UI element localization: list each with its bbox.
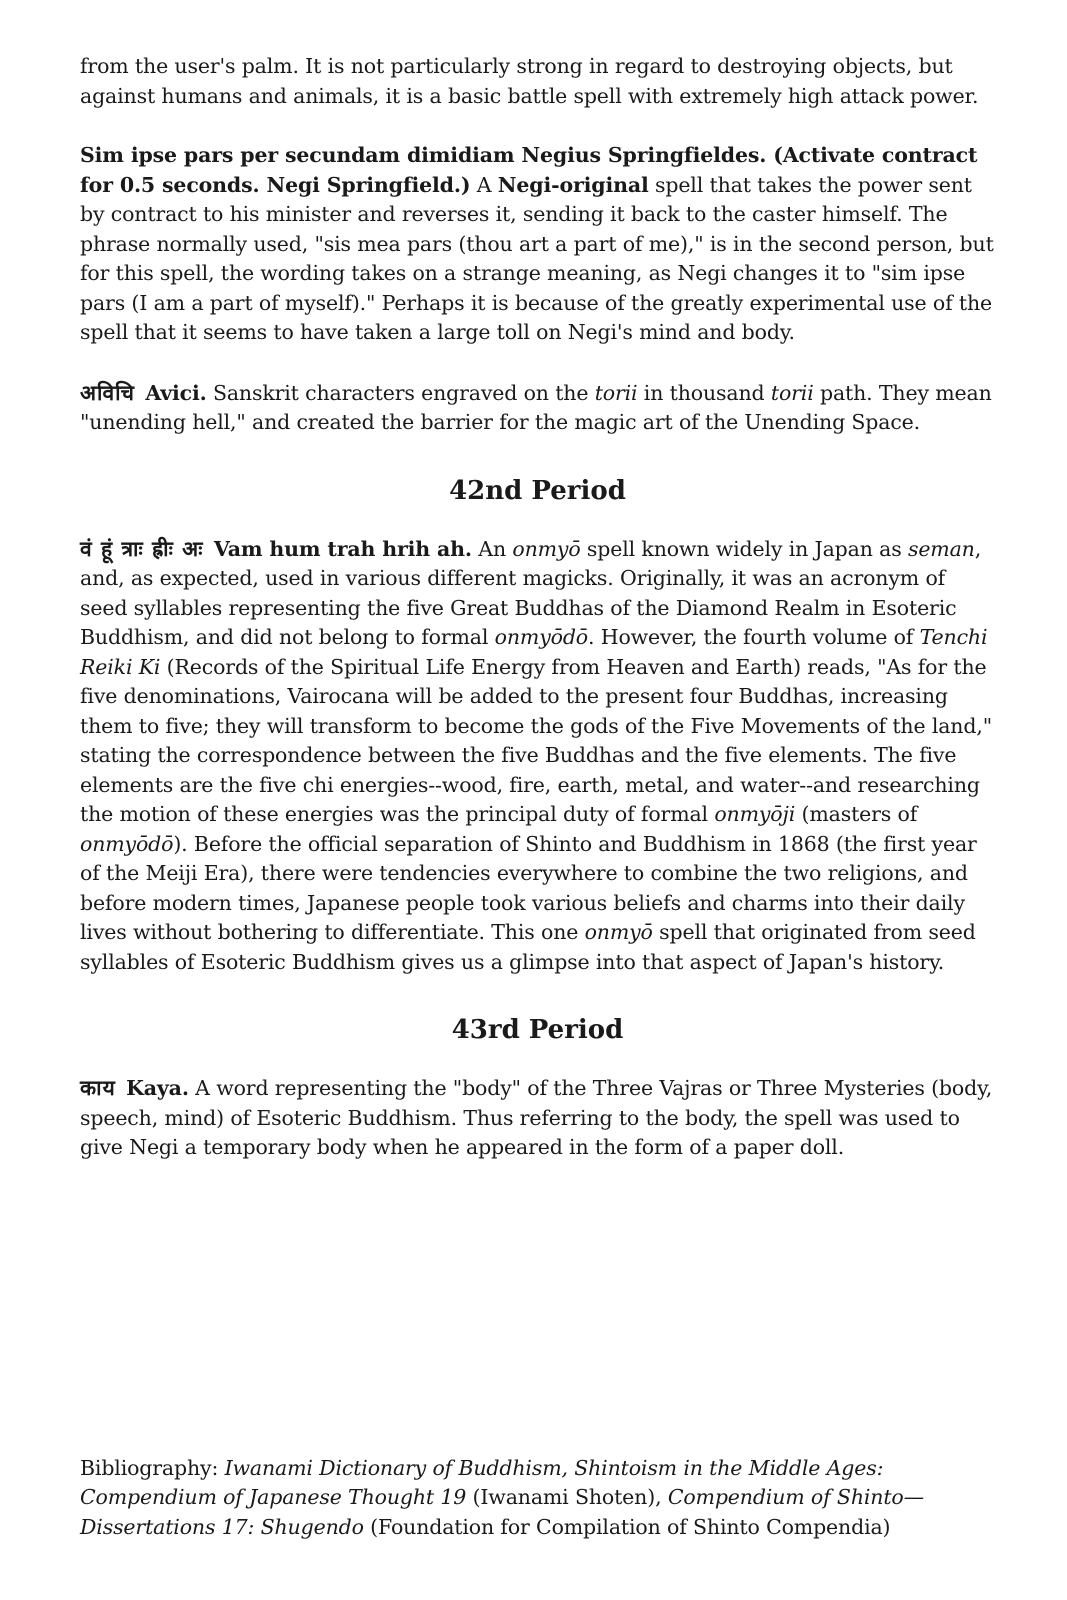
avici-paragraph: अविचि Avici. Sanskrit characters engraved on the torii in thousand torii path. They mean "unending hell," and created the barrier for the magic art of the Unending Space.	[80, 379, 992, 434]
avici-term: Avici.	[145, 380, 207, 405]
sim-term: Sim ipse pars per secundam dimidiam Negius Springfieldes. (Activate contract for 0.5 seconds. Negi Springfield.)	[80, 143, 978, 197]
bibliography-title-1: Iwanami Dictionary of Buddhism, Shintoism in the Middle Ages: Compendium of Japanese Thought 19	[80, 1455, 884, 1509]
kaya-term: Kaya.	[126, 1076, 189, 1100]
sim-paragraph: Sim ipse pars per secundam dimidiam Negius Springfieldes. (Activate contract for 0.5 seconds. Negi Springfield.) A Negi-original spell that takes the power sent by contract to his minister and reverses it, sending it back to the caster himself. The phrase normally used, "sis mea pars (thou art a part of me)," is in the second person, but for this spell, the wording takes on a strange meaning, as Negi changes it to "sim ipse pars (I am a part of myself)." Perhaps it is because of the greatly experimental use of the spell that it seems to have taken a large toll on Negi's mind and body.	[80, 143, 994, 344]
vam-hum-term: Vam hum trah hrih ah.	[213, 536, 472, 561]
negi-original-term: Negi-original	[497, 172, 649, 197]
bibliography-title-2: Compendium of Shinto—Dissertations 17: Shugendo	[80, 1485, 924, 1539]
avici-sanskrit-glyphs: अविचि	[80, 379, 135, 405]
period-42-heading: 42nd Period	[449, 475, 626, 506]
period-43-paragraph: काय Kaya. A word representing the "body" of the Three Vajras or Three Mysteries (body, speech, mind) of Esoteric Buddhism. Thus referring to the body, the spell was used to give Negi a temporary body when he appeared in the form of a paper doll.	[80, 1075, 993, 1159]
period-42-paragraph: वं हूं त्राः ह्रीः अः Vam hum trah hrih ah. An onmyō spell known widely in Japan as seman, and, as expected, used in various different magicks. Originally, it was an acronym of seed syllables representing the five Great Buddhas of the Diamond Realm in Esoteric Buddhism, and did not belong to formal onmyōdō. However, the fourth volume of Tenchi Reiki Ki (Records of the Spiritual Life Energy from Heaven and Earth) reads, "As for the five denominations, Vairocana will be added to the present four Buddhas, increasing them to five; they will transform to become the gods of the Five Movements of the land," stating the correspondence between the five Buddhas and the five elements. The five elements are the five chi energies--wood, fire, earth, metal, and water--and researching the motion of these energies was the principal duty of formal onmyōji (masters of onmyōdō). Before the official separation of Shinto and Buddhism in 1868 (the first year of the Meiji Era), there were tendencies everywhere to combine the two religions, and before modern times, Japanese people took various beliefs and charms into their daily lives without bothering to differentiate. This one onmyō spell that originated from seed syllables of Esoteric Buddhism gives us a glimpse into that aspect of Japan's history.	[80, 535, 992, 974]
bibliography: Bibliography: Iwanami Dictionary of Buddhism, Shintoism in the Middle Ages: Compendium of Japanese Thought 19 (Iwanami Shoten), Compendium of Shinto—Dissertations 17: Shugendo (Foundation for Compilation of Shinto Compendia)	[80, 1455, 924, 1539]
kaya-sanskrit-glyphs: काय	[80, 1075, 116, 1100]
intro-paragraph: from the user's palm. It is not particularly strong in regard to destroying objects, but against humans and animals, it is a basic battle spell with extremely high attack power.	[80, 54, 979, 108]
period-43-heading: 43rd Period	[451, 1015, 624, 1045]
page-body	[80, 52, 995, 1193]
vam-hum-sanskrit-glyphs: वं हूं त्राः ह्रीः अः	[80, 535, 204, 561]
